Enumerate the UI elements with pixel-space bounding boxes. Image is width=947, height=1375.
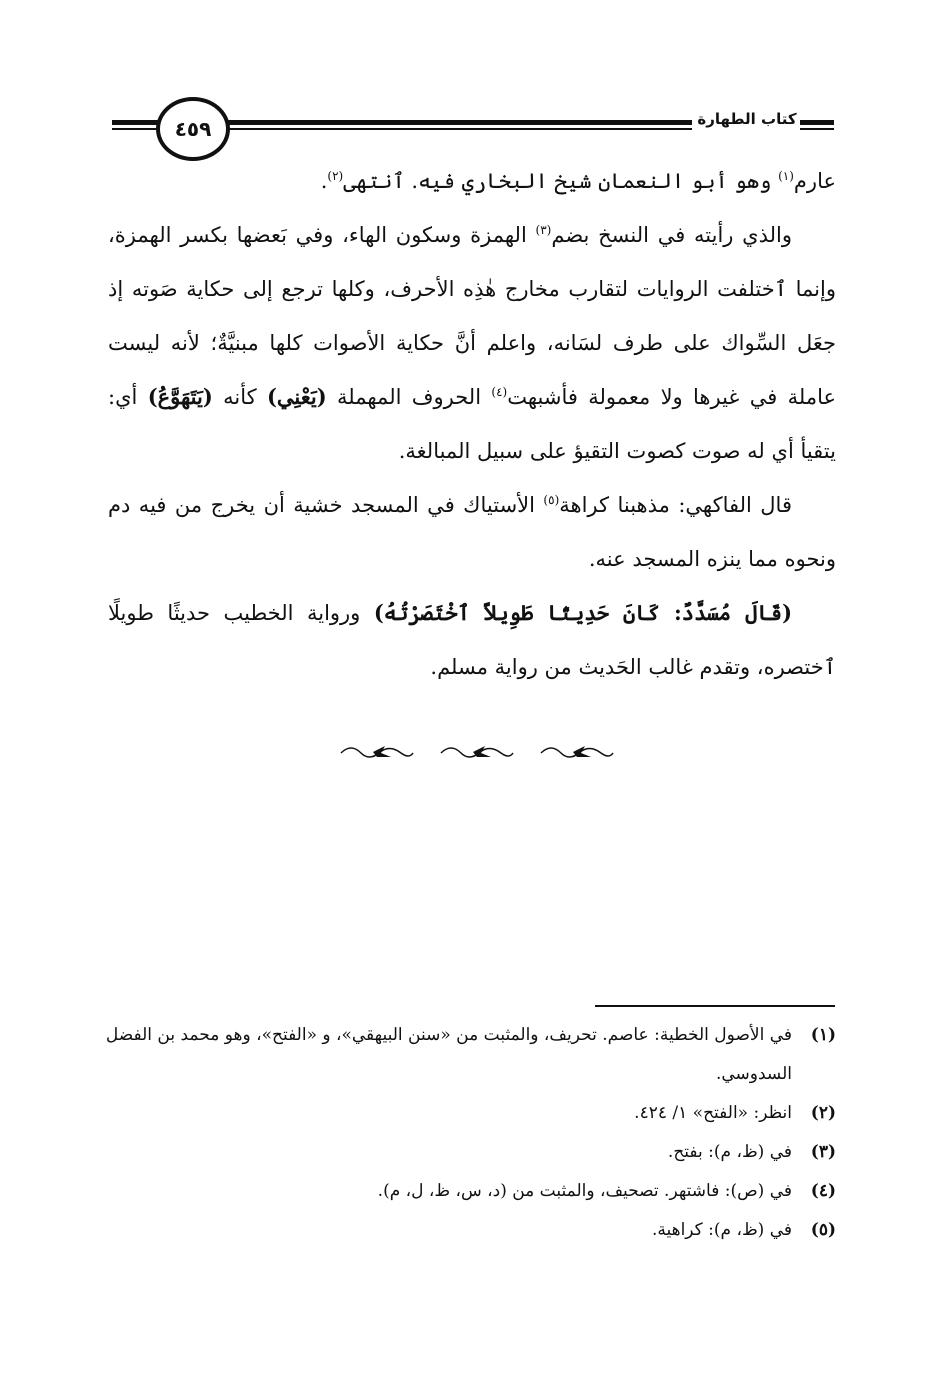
footnote-text: انظر: «الفتح» ١/ ٤٢٤.	[634, 1103, 792, 1123]
footnote-number: (٣)	[810, 1142, 836, 1162]
footnote-separator	[595, 1005, 835, 1007]
footnote-ref-4[interactable]: (٤)	[491, 385, 508, 399]
text-run: عارم	[793, 169, 836, 193]
text-run: أي: يتقيأ أي له صوت كصوت التقيؤ على سبيل المبالغة.	[108, 385, 836, 463]
quoted-term: (يَعْنِي)	[266, 384, 327, 409]
footnote-number: (٤)	[810, 1181, 836, 1201]
text-run: الأستياك في المسجد خشية أن يخرج من فيه دم ونحوه مما ينزه المسجد عنه.	[108, 493, 836, 571]
header-rule-middle	[217, 120, 692, 125]
text-run: ورواية الخطيب حديثًا طويلًا ٱختصره، وتقدم غالب الحَديث من رواية مسلم.	[108, 601, 836, 679]
footnote-number: (٥)	[810, 1220, 836, 1240]
footnote-text: في الأصول الخطية: عاصم. تحريف، والمثبت من «سنن البيهقي»، و «الفتح»، وهو محمد بن الفضل السدوسي.	[105, 1025, 792, 1084]
paragraph-3	[108, 478, 836, 586]
footnote-item	[100, 1016, 836, 1094]
footnote-text: في (ظ، م): كراهية.	[651, 1220, 792, 1240]
footnote-item	[100, 1172, 836, 1211]
text-run: قال الفاكهي: مذهبنا كراهة	[559, 493, 792, 517]
page-number: ٤٥٩	[174, 117, 212, 141]
quoted-term: (يَتَهَوَّعُ)	[147, 384, 213, 409]
footnote-text: في (ص): فاشتهر. تصحيف، والمثبت من (د، س، ظ، ل، م).	[377, 1181, 792, 1201]
ornament-divider	[333, 738, 633, 768]
paragraph-2	[108, 208, 836, 478]
footnote-number: (١)	[810, 1025, 836, 1045]
footnote-number: (٢)	[810, 1103, 836, 1123]
text-run: والذي رأيته في النسخ بضم	[551, 223, 792, 247]
footnote-item	[100, 1133, 836, 1172]
footnote-ref-3[interactable]: (٣)	[535, 223, 552, 237]
footnote-ref-2[interactable]: (٢)	[327, 169, 344, 183]
paragraph-4	[108, 586, 836, 694]
page-header	[112, 92, 834, 162]
header-rule-middle-thin	[217, 128, 692, 130]
text-run: وهو أبو النعمان شيخ البخاري فيه. ٱنتهى	[343, 169, 779, 193]
text-run: الهمزة وسكون الهاء، وفي بَعضها بكسر الهمزة، وإنما ٱختلفت الروايات لتقارب مخارج هٰذِه الأحرف، وكلها ترجع إلى حكاية صَوته إذ جعَل السِّواك على طرف لسَانه، واعلم أنَّ حكاية الأصوات كلها مبنيَّةٌ؛ لأنه ليست عاملة في غيرها ولا معمولة فأشبهت	[108, 223, 837, 409]
footnotes	[100, 1016, 836, 1250]
running-title: كتاب الطهارة	[697, 110, 797, 128]
text-run: الحروف المهملة	[326, 385, 492, 409]
hadith-quote: (قَالَ مُسَدَّدٌ: كَانَ حَدِيثًا طَوِيلاً ٱخْتَصَرْتُهُ)	[373, 600, 793, 625]
footnote-text: في (ظ، م): بفتح.	[667, 1142, 792, 1162]
footnote-ref-5[interactable]: (٥)	[543, 493, 560, 507]
paragraph-1	[108, 154, 836, 208]
header-rule-right-thin	[800, 128, 834, 130]
footnote-ref-1[interactable]: (١)	[778, 169, 794, 183]
footnote-item	[100, 1211, 836, 1250]
page-number-oval	[156, 97, 230, 161]
text-run: .	[320, 169, 328, 193]
header-rule-right	[800, 120, 834, 125]
main-text	[108, 154, 836, 694]
text-run: كأنه	[212, 385, 267, 409]
footnote-item	[100, 1094, 836, 1133]
